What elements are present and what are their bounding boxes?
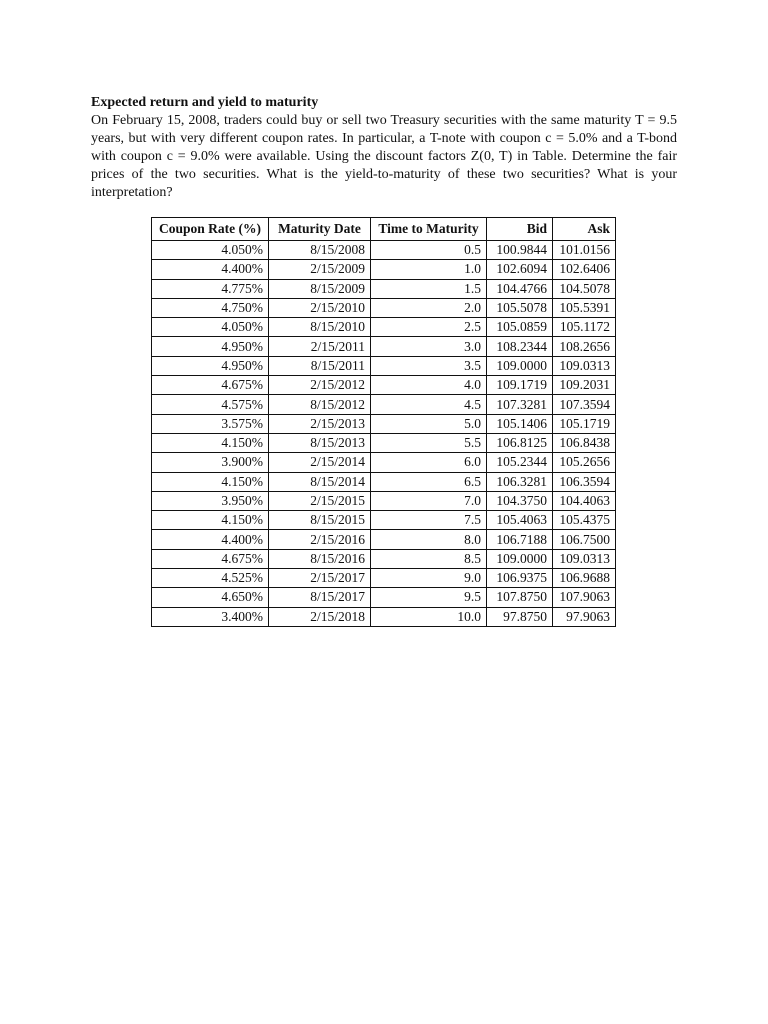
cell-bid: 100.9844 — [487, 241, 553, 260]
cell-ask: 106.3594 — [553, 472, 616, 491]
cell-maturity-date: 8/15/2015 — [269, 511, 371, 530]
cell-coupon-rate: 4.050% — [152, 241, 269, 260]
cell-maturity-date: 8/15/2017 — [269, 588, 371, 607]
cell-bid: 106.3281 — [487, 472, 553, 491]
cell-ask: 104.4063 — [553, 491, 616, 510]
cell-ask: 105.4375 — [553, 511, 616, 530]
cell-coupon-rate: 4.525% — [152, 569, 269, 588]
cell-ask: 108.2656 — [553, 337, 616, 356]
cell-bid: 106.7188 — [487, 530, 553, 549]
table-row — [152, 298, 616, 317]
problem-paragraph: On February 15, 2008, traders could buy or sell two Treasury securities with the same maturity T = 9.5 years, but with very different coupon rates. In particular, a T-note with coupon c = 5.0% and a T-bond with coupon c = 9.0% were available. Using the discount factors Z(0, T) in Table. Determine the fair prices of the two securities. What is the yield-to-maturity of these two securities? What is your interpretation? — [91, 113, 677, 200]
cell-ask: 106.7500 — [553, 530, 616, 549]
document-body — [91, 94, 677, 202]
cell-bid: 102.6094 — [487, 260, 553, 279]
cell-ask: 106.9688 — [553, 569, 616, 588]
cell-coupon-rate: 4.400% — [152, 260, 269, 279]
cell-bid: 106.9375 — [487, 569, 553, 588]
cell-maturity-date: 2/15/2012 — [269, 376, 371, 395]
header-bid: Bid — [487, 218, 553, 241]
table-row — [152, 588, 616, 607]
cell-maturity-date: 8/15/2013 — [269, 433, 371, 452]
cell-maturity-date: 8/15/2009 — [269, 279, 371, 298]
cell-coupon-rate: 4.750% — [152, 298, 269, 317]
cell-time-to-maturity: 4.0 — [371, 376, 487, 395]
cell-time-to-maturity: 2.5 — [371, 318, 487, 337]
cell-coupon-rate: 3.900% — [152, 453, 269, 472]
table-row — [152, 376, 616, 395]
table-row — [152, 395, 616, 414]
cell-coupon-rate: 4.675% — [152, 549, 269, 568]
cell-ask: 109.0313 — [553, 356, 616, 375]
table-row — [152, 530, 616, 549]
cell-maturity-date: 8/15/2012 — [269, 395, 371, 414]
cell-bid: 109.0000 — [487, 549, 553, 568]
table-row — [152, 433, 616, 452]
cell-coupon-rate: 4.950% — [152, 356, 269, 375]
cell-maturity-date: 2/15/2018 — [269, 607, 371, 626]
cell-maturity-date: 8/15/2014 — [269, 472, 371, 491]
table-row — [152, 511, 616, 530]
cell-bid: 104.4766 — [487, 279, 553, 298]
cell-coupon-rate: 4.050% — [152, 318, 269, 337]
cell-time-to-maturity: 5.5 — [371, 433, 487, 452]
cell-bid: 105.0859 — [487, 318, 553, 337]
cell-coupon-rate: 4.575% — [152, 395, 269, 414]
header-coupon-rate: Coupon Rate (%) — [152, 218, 269, 241]
cell-time-to-maturity: 7.0 — [371, 491, 487, 510]
table-row — [152, 241, 616, 260]
cell-time-to-maturity: 2.0 — [371, 298, 487, 317]
cell-coupon-rate: 4.150% — [152, 511, 269, 530]
cell-maturity-date: 8/15/2008 — [269, 241, 371, 260]
cell-ask: 109.0313 — [553, 549, 616, 568]
cell-bid: 104.3750 — [487, 491, 553, 510]
cell-bid: 105.4063 — [487, 511, 553, 530]
cell-ask: 105.2656 — [553, 453, 616, 472]
table-row — [152, 491, 616, 510]
cell-bid: 107.8750 — [487, 588, 553, 607]
cell-ask: 107.3594 — [553, 395, 616, 414]
cell-ask: 97.9063 — [553, 607, 616, 626]
table-row — [152, 260, 616, 279]
cell-bid: 109.0000 — [487, 356, 553, 375]
table-header-row — [152, 218, 616, 241]
cell-ask: 101.0156 — [553, 241, 616, 260]
table-row — [152, 472, 616, 491]
cell-bid: 97.8750 — [487, 607, 553, 626]
table-row — [152, 356, 616, 375]
cell-time-to-maturity: 3.5 — [371, 356, 487, 375]
cell-coupon-rate: 4.675% — [152, 376, 269, 395]
cell-ask: 109.2031 — [553, 376, 616, 395]
cell-time-to-maturity: 8.5 — [371, 549, 487, 568]
treasury-table-container — [151, 217, 616, 627]
cell-time-to-maturity: 6.5 — [371, 472, 487, 491]
cell-ask: 104.5078 — [553, 279, 616, 298]
cell-coupon-rate: 4.650% — [152, 588, 269, 607]
table-row — [152, 607, 616, 626]
cell-coupon-rate: 4.950% — [152, 337, 269, 356]
cell-ask: 105.5391 — [553, 298, 616, 317]
cell-time-to-maturity: 0.5 — [371, 241, 487, 260]
cell-maturity-date: 2/15/2011 — [269, 337, 371, 356]
table-row — [152, 569, 616, 588]
cell-maturity-date: 2/15/2015 — [269, 491, 371, 510]
treasury-securities-table — [151, 217, 616, 627]
cell-maturity-date: 2/15/2009 — [269, 260, 371, 279]
cell-coupon-rate: 4.400% — [152, 530, 269, 549]
cell-ask: 105.1719 — [553, 414, 616, 433]
cell-bid: 109.1719 — [487, 376, 553, 395]
cell-maturity-date: 8/15/2011 — [269, 356, 371, 375]
table-body — [152, 241, 616, 627]
document-heading: Expected return and yield to maturity — [91, 95, 319, 110]
cell-time-to-maturity: 1.5 — [371, 279, 487, 298]
cell-maturity-date: 8/15/2010 — [269, 318, 371, 337]
table-row — [152, 549, 616, 568]
cell-time-to-maturity: 9.0 — [371, 569, 487, 588]
cell-time-to-maturity: 1.0 — [371, 260, 487, 279]
header-time-to-maturity: Time to Maturity — [371, 218, 487, 241]
cell-ask: 107.9063 — [553, 588, 616, 607]
cell-coupon-rate: 3.400% — [152, 607, 269, 626]
table-row — [152, 414, 616, 433]
cell-coupon-rate: 4.775% — [152, 279, 269, 298]
cell-time-to-maturity: 9.5 — [371, 588, 487, 607]
cell-ask: 105.1172 — [553, 318, 616, 337]
cell-maturity-date: 2/15/2013 — [269, 414, 371, 433]
cell-bid: 105.5078 — [487, 298, 553, 317]
cell-coupon-rate: 4.150% — [152, 472, 269, 491]
header-ask: Ask — [553, 218, 616, 241]
cell-coupon-rate: 3.575% — [152, 414, 269, 433]
cell-time-to-maturity: 8.0 — [371, 530, 487, 549]
cell-time-to-maturity: 6.0 — [371, 453, 487, 472]
cell-bid: 106.8125 — [487, 433, 553, 452]
cell-coupon-rate: 4.150% — [152, 433, 269, 452]
header-maturity-date: Maturity Date — [269, 218, 371, 241]
cell-bid: 105.1406 — [487, 414, 553, 433]
cell-maturity-date: 2/15/2016 — [269, 530, 371, 549]
cell-bid: 108.2344 — [487, 337, 553, 356]
table-row — [152, 279, 616, 298]
cell-time-to-maturity: 10.0 — [371, 607, 487, 626]
cell-time-to-maturity: 4.5 — [371, 395, 487, 414]
cell-coupon-rate: 3.950% — [152, 491, 269, 510]
cell-time-to-maturity: 7.5 — [371, 511, 487, 530]
cell-bid: 105.2344 — [487, 453, 553, 472]
cell-ask: 106.8438 — [553, 433, 616, 452]
cell-maturity-date: 8/15/2016 — [269, 549, 371, 568]
cell-bid: 107.3281 — [487, 395, 553, 414]
cell-maturity-date: 2/15/2017 — [269, 569, 371, 588]
cell-ask: 102.6406 — [553, 260, 616, 279]
table-row — [152, 318, 616, 337]
table-row — [152, 453, 616, 472]
cell-time-to-maturity: 5.0 — [371, 414, 487, 433]
table-row — [152, 337, 616, 356]
cell-maturity-date: 2/15/2010 — [269, 298, 371, 317]
cell-maturity-date: 2/15/2014 — [269, 453, 371, 472]
cell-time-to-maturity: 3.0 — [371, 337, 487, 356]
